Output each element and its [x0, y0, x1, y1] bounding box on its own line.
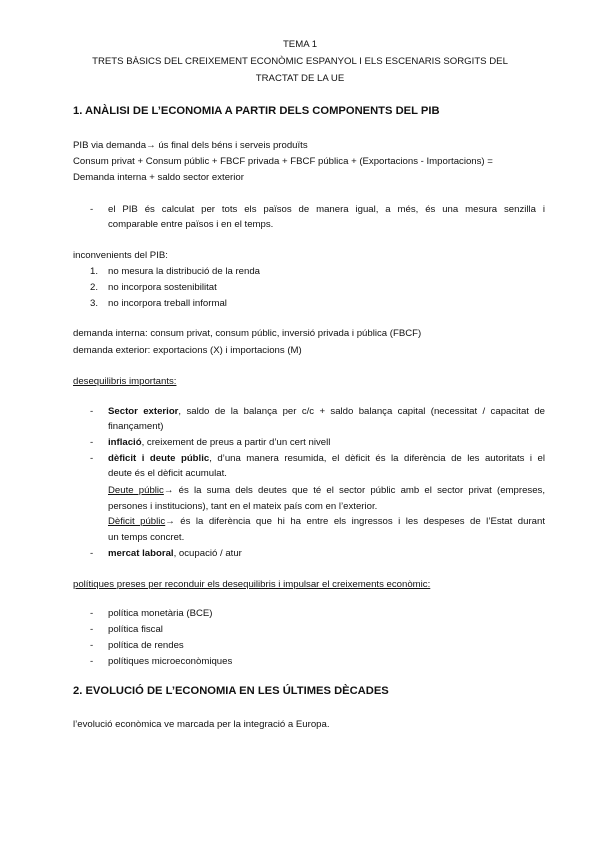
doc-title-line: TRACTAT DE LA UE	[255, 73, 345, 84]
list-item: no mesura la distribució de la renda	[108, 266, 260, 277]
list-item-cont: deute és el dèficit acumulat.	[108, 468, 227, 479]
list-item	[108, 436, 330, 449]
bullet-dash: -	[90, 608, 94, 619]
list-item	[108, 547, 242, 560]
demanda-exterior: demanda exterior: exportacions (X) i importacions (M)	[73, 345, 302, 356]
term: Deute públic	[108, 485, 164, 496]
inconvenients-label: inconvenients del PIB:	[73, 250, 168, 261]
term-description: → és la diferència que hi ha entre els ingressos i les despeses de l’Estat durant	[165, 516, 545, 527]
demanda-interna: demanda interna: consum privat, consum públic, inversió privada i pública (FBCF)	[73, 328, 422, 339]
bullet-dash: -	[90, 453, 94, 464]
list-number: 1.	[90, 266, 99, 277]
list-item: política monetària (BCE)	[108, 608, 213, 619]
term-description: , saldo de la balança per c/c + saldo balança capital (necessitat / capacitat de	[178, 406, 545, 417]
list-item-cont: finançament)	[108, 421, 164, 432]
term: Sector exterior	[108, 406, 179, 417]
bullet-dash: -	[90, 640, 94, 651]
list-item	[108, 452, 545, 465]
list-item: no incorpora treball informal	[108, 298, 227, 309]
bullet-dash: -	[90, 548, 94, 559]
paragraph: l’evolució econòmica ve marcada per la integració a Europa.	[73, 719, 330, 730]
pib-definition: PIB via demanda→ ús final dels béns i serveis produïts	[73, 140, 308, 151]
list-number: 3.	[90, 298, 99, 309]
doc-title-tema: TEMA 1	[282, 39, 318, 50]
desequilibris-label: desequilibris importants:	[73, 376, 177, 387]
term-description: → és la suma dels deutes que té el sector públic amb el sector privat (empreses,	[163, 485, 545, 496]
term-description: , d’una manera resumida, el dèficit és la diferència de les autoritats i el	[209, 453, 545, 464]
definition-line	[108, 515, 545, 528]
formula-line: Demanda interna + saldo sector exterior	[73, 172, 244, 183]
bullet-dash: -	[90, 624, 94, 635]
term: Dèficit públic	[108, 516, 166, 527]
term: dèficit i deute públic	[108, 453, 210, 464]
definition-line	[108, 484, 545, 497]
doc-title-line: TRETS BÀSICS DEL CREIXEMENT ECONÒMIC ESPANYOL I ELS ESCENARIS SORGITS DEL	[92, 56, 508, 67]
section-heading: 1. ANÀLISI DE L’ECONOMIA A PARTIR DELS COMPONENTS DEL PIB	[73, 105, 440, 117]
politiques-label: polítiques preses per reconduir els desequilibris i impulsar el creixements econòmic:	[73, 579, 431, 590]
list-item: polítiques microeconòmiques	[108, 656, 233, 667]
bullet-dash: -	[90, 406, 94, 417]
list-item: no incorpora sostenibilitat	[108, 282, 217, 293]
term-description: , ocupació / atur	[173, 548, 242, 559]
term: inflació	[108, 437, 142, 448]
term: mercat laboral	[108, 548, 174, 559]
note-line: el PIB és calculat per tots els països de manera igual, a més, és una mesura senzilla i	[108, 204, 545, 215]
list-item: política de rendes	[108, 640, 184, 651]
term-description: , creixement de preus a partir d’un cert nivell	[141, 437, 331, 448]
section-heading: 2. EVOLUCIÓ DE L’ECONOMIA EN LES ÚLTIMES DÈCADES	[73, 685, 389, 697]
definition-cont: persones i institucions), tant en el mateix país com en l’exterior.	[108, 501, 378, 512]
bullet-dash: -	[90, 437, 94, 448]
note-line: comparable entre països i en el temps.	[108, 219, 274, 230]
list-item: política fiscal	[108, 624, 163, 635]
definition-cont: un temps concret.	[108, 532, 185, 543]
bullet-dash: -	[90, 204, 94, 215]
list-item	[108, 405, 545, 418]
list-number: 2.	[90, 282, 99, 293]
formula-line: Consum privat + Consum públic + FBCF privada + FBCF pública + (Exportacions - Importacions) =	[73, 156, 493, 167]
bullet-dash: -	[90, 656, 94, 667]
